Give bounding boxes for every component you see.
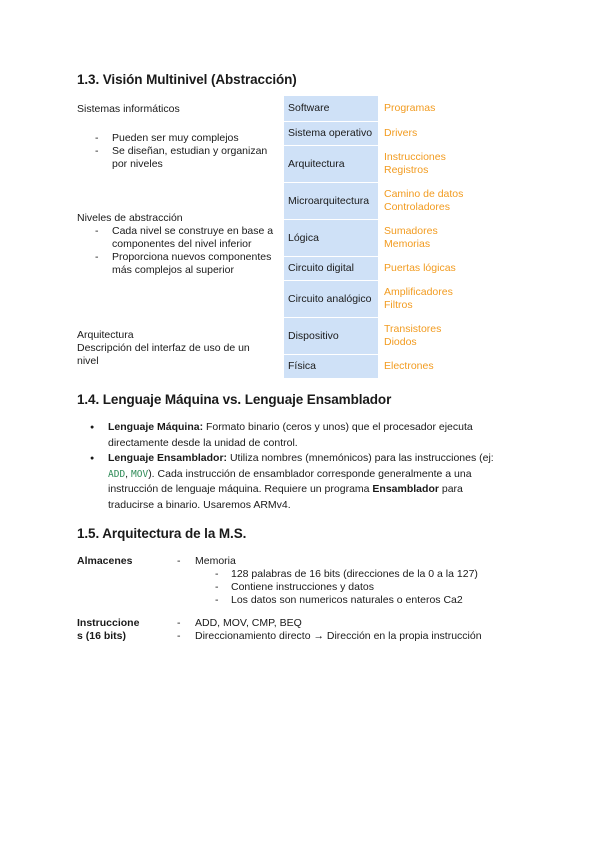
memoria-item: - Memoria [177, 555, 537, 568]
list-item: - Direccionamiento directo → Dirección en la propia instrucción [177, 630, 537, 643]
sistemas-list [77, 132, 277, 171]
layer-cell: Microarquitectura [284, 182, 379, 219]
component-cell: Programas [384, 102, 436, 114]
code-mov: MOV [131, 468, 149, 480]
table-row [284, 256, 498, 280]
table-row [284, 317, 498, 354]
layer-cell: Física [284, 354, 379, 378]
list-item: ● Lenguaje Ensamblador: Utiliza nombres (mnemónicos) para las instrucciones (ej: ADD, MOV). Cada instrucción de ensamblador corresponde generalmente a una instrucción de lenguaje máquina. Requiere un programa Ensamblador para traducirse a binario. Usaremos ARMv4. [88, 451, 508, 513]
list-item: - ADD, MOV, CMP, BEQ [177, 617, 537, 630]
component-cell: Electrones [384, 359, 434, 372]
component-cell: Puertas lógicas [384, 261, 456, 274]
table-row [284, 96, 498, 121]
list-item: - Cada nivel se construye en base a componentes del nivel inferior [77, 225, 277, 251]
section-1-3-title: 1.3. Visión Multinivel (Abstracción) [77, 72, 297, 87]
table-row [284, 121, 498, 145]
layer-cell: Circuito analógico [284, 280, 379, 317]
list-item: - Proporciona nuevos componentes más complejos al superior [77, 251, 277, 277]
layer-cell: Circuito digital [284, 256, 379, 280]
layer-cell: Sistema operativo [284, 121, 379, 145]
table-row [284, 219, 498, 256]
section-1-5-title: 1.5. Arquitectura de la M.S. [77, 526, 247, 541]
component-cell: Instrucciones Registros [384, 150, 446, 176]
list-item: - 128 palabras de 16 bits (direcciones de la 0 a la 127) [177, 568, 537, 581]
list-item: - Contiene instrucciones y datos [177, 581, 537, 594]
layer-cell: Dispositivo [284, 317, 379, 354]
instrucciones-detail [177, 617, 537, 643]
section-1-4-title: 1.4. Lenguaje Máquina vs. Lenguaje Ensamblador [77, 392, 392, 407]
almacenes-detail [177, 555, 537, 607]
component-cell: Camino de datos Controladores [384, 187, 464, 213]
almacenes-label: Almacenes [77, 555, 133, 567]
language-bullets [88, 420, 508, 513]
component-cell: Transistores Diodos [384, 322, 442, 348]
component-cell: Amplificadores Filtros [384, 285, 453, 311]
list-item: - Los datos son numericos naturales o enteros Ca2 [177, 594, 537, 607]
table-row [284, 182, 498, 219]
layer-cell: Arquitectura [284, 145, 379, 182]
component-cell: Drivers [384, 126, 418, 139]
abstraction-levels-table [284, 96, 498, 379]
table-row [284, 280, 498, 317]
layer-cell: Lógica [284, 219, 379, 256]
component-cell: Sumadores Memorias [384, 224, 438, 250]
code-add: ADD [108, 468, 126, 480]
list-item: - Se diseñan, estudian y organizan por niveles [77, 145, 277, 171]
instrucciones-label: Instruccione s (16 bits) [77, 617, 140, 642]
niveles-list [77, 225, 277, 277]
table-row [284, 354, 498, 378]
niveles-heading: Niveles de abstracción [77, 212, 183, 224]
list-item: - Pueden ser muy complejos [77, 132, 277, 145]
sistemas-heading: Sistemas informáticos [77, 103, 180, 115]
layer-cell: Software [284, 96, 379, 121]
table-row [284, 145, 498, 182]
arquitectura-desc: Descripción del interfaz de uso de un nivel [77, 342, 250, 367]
arquitectura-heading: Arquitectura [77, 329, 134, 341]
list-item: ● Lenguaje Máquina: Formato binario (ceros y unos) que el procesador ejecuta directamente desde la unidad de control. [88, 420, 508, 451]
